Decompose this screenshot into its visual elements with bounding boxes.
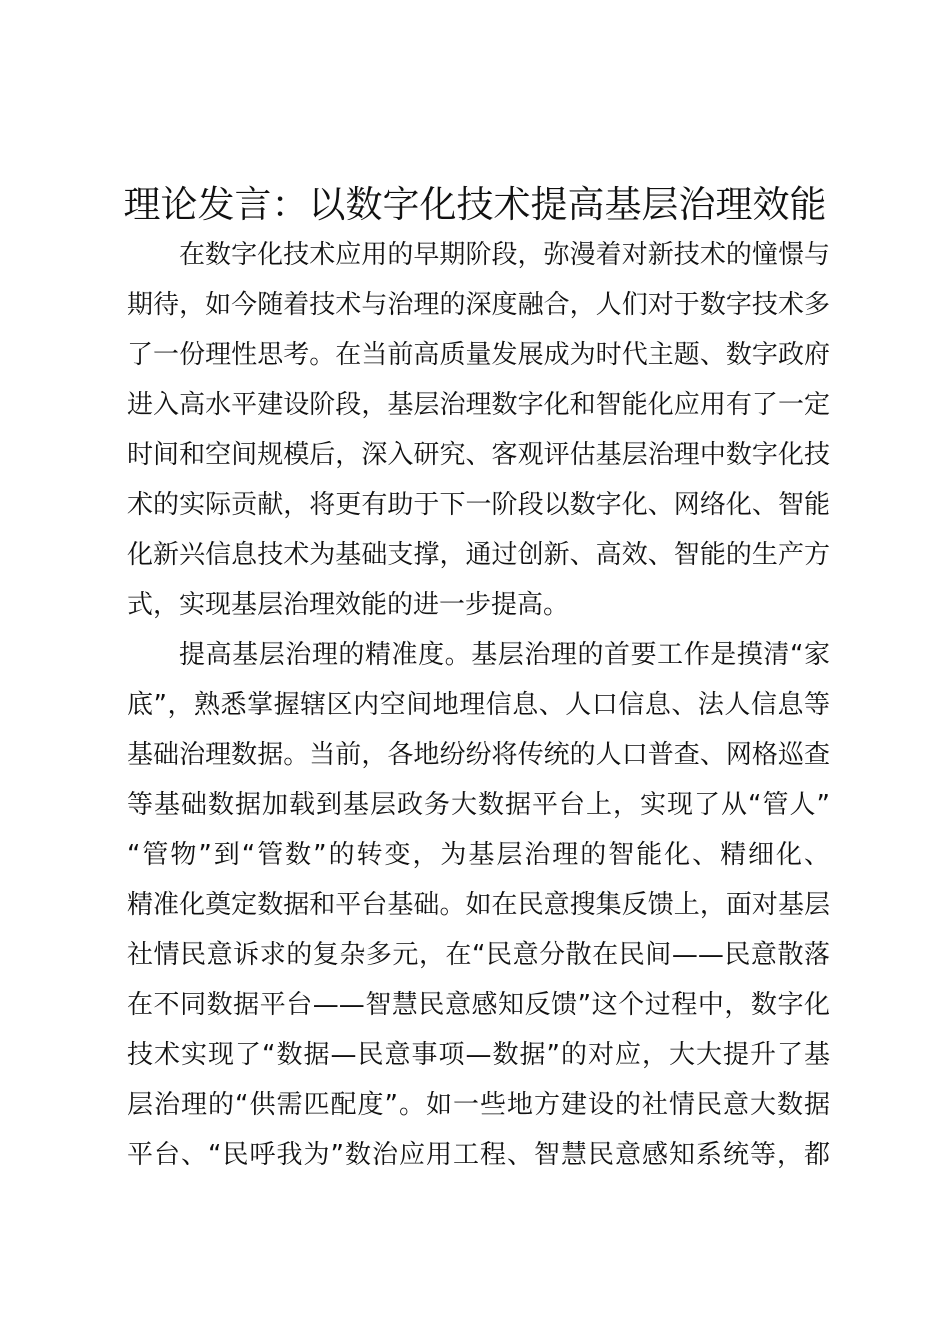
text-line: 化新兴信息技术为基础支撑，通过创新、高效、智能的生产方	[127, 540, 830, 570]
text-line: “管物”到“管数”的转变，为基层治理的智能化、精细化、	[127, 840, 830, 870]
text-line: 期待，如今随着技术与治理的深度融合，人们对于数字技术多	[127, 290, 830, 320]
text-line: 底”，熟悉掌握辖区内空间地理信息、人口信息、法人信息等	[127, 690, 830, 720]
text-line: 技术实现了“数据—民意事项—数据”的对应，大大提升了基	[127, 1040, 830, 1070]
document-body	[127, 230, 830, 1180]
text-line: 精准化奠定数据和平台基础。如在民意搜集反馈上，面对基层	[127, 890, 830, 920]
text-line: 了一份理性思考。在当前高质量发展成为时代主题、数字政府	[127, 340, 830, 370]
text-line: 平台、“民呼我为”数治应用工程、智慧民意感知系统等，都	[127, 1140, 830, 1170]
document-title: 理论发言：以数字化技术提高基层治理效能	[123, 183, 827, 226]
text-line: 层治理的“供需匹配度”。如一些地方建设的社情民意大数据	[127, 1090, 830, 1120]
paragraph-2	[127, 630, 830, 1180]
text-line: 等基础数据加载到基层政务大数据平台上，实现了从“管人”	[127, 790, 830, 820]
text-line: 基础治理数据。当前，各地纷纷将传统的人口普查、网格巡查	[127, 740, 830, 770]
text-line: 提高基层治理的精准度。基层治理的首要工作是摸清“家	[179, 640, 830, 670]
text-line: 式，实现基层治理效能的进一步提高。	[127, 590, 570, 620]
paragraph-1	[127, 230, 830, 630]
text-line: 社情民意诉求的复杂多元，在“民意分散在民间——民意散落	[127, 940, 830, 970]
text-line: 术的实际贡献，将更有助于下一阶段以数字化、网络化、智能	[127, 490, 830, 520]
text-line: 在数字化技术应用的早期阶段，弥漫着对新技术的憧憬与	[179, 240, 830, 270]
text-line: 时间和空间规模后，深入研究、客观评估基层治理中数字化技	[127, 440, 830, 470]
text-line: 在不同数据平台——智慧民意感知反馈”这个过程中，数字化	[127, 990, 830, 1020]
text-line: 进入高水平建设阶段，基层治理数字化和智能化应用有了一定	[127, 390, 830, 420]
